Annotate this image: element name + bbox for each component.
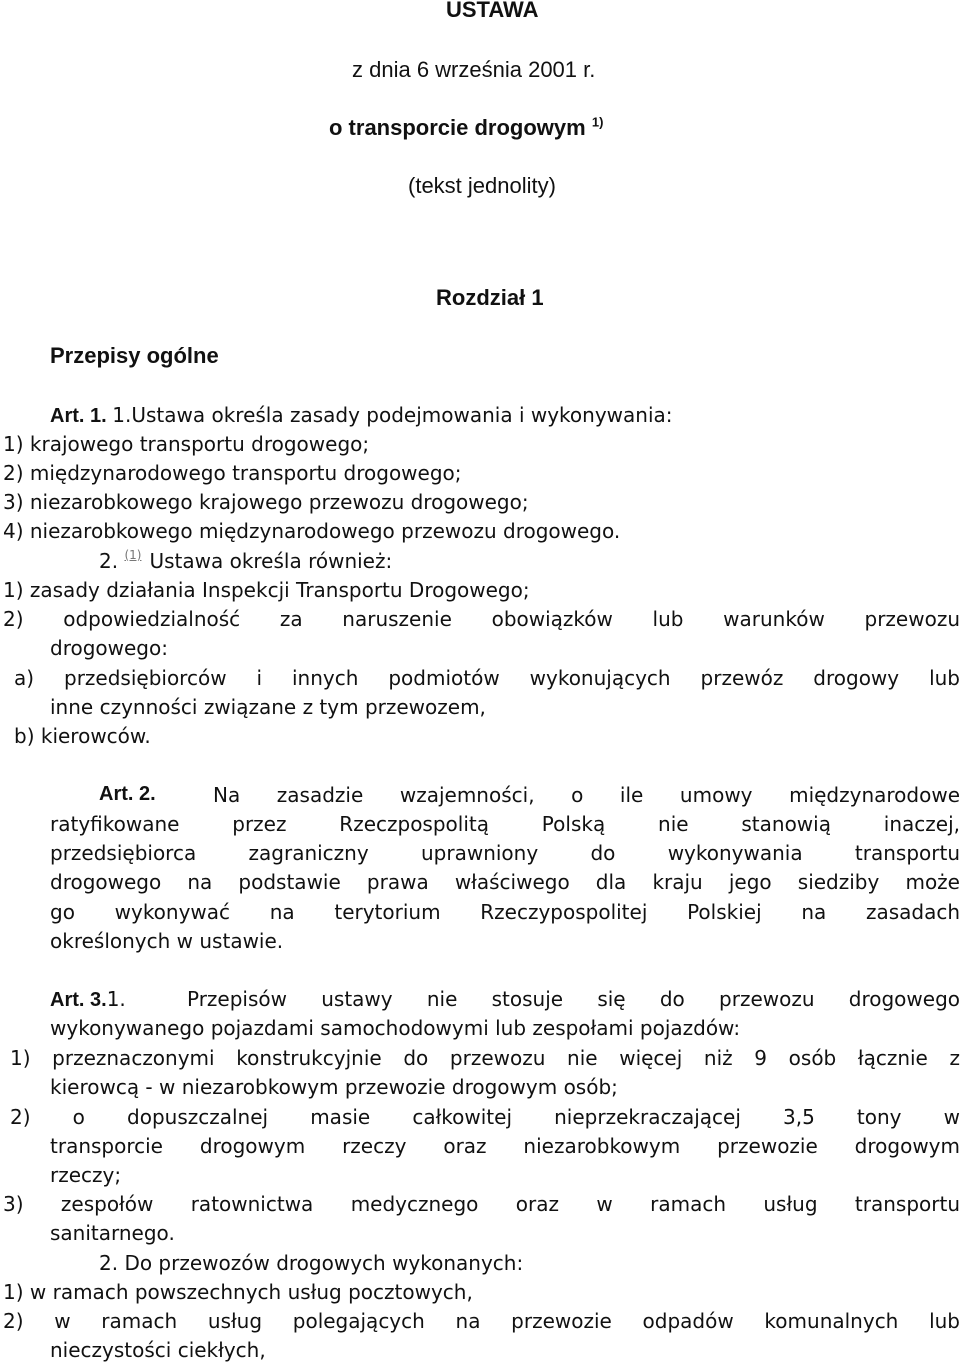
paragraph-line: ratyfikowane przez Rzeczpospolitą Polską nie stanowią inaczej, (50, 812, 960, 836)
list-item-continuation: drogowego: (50, 636, 168, 660)
list-item: 1) w ramach powszechnych usług pocztowych, (3, 1280, 473, 1304)
paragraph-line: przedsiębiorca zagraniczny uprawniony do wykonywania transportu (50, 841, 960, 865)
list-item: 1) krajowego transportu drogowego; (3, 432, 370, 456)
list-item: 1) zasady działania Inspekcji Transportu Drogowego; (3, 578, 530, 602)
list-item: 1) przeznaczonymi konstrukcyjnie do przewozu nie więcej niż 9 osób łącznie z (10, 1046, 960, 1070)
list-item: 2) międzynarodowego transportu drogowego; (3, 461, 462, 485)
list-item-continuation: rzeczy; (50, 1163, 122, 1187)
subject-text: o transporcie drogowym (329, 115, 586, 140)
list-item-continuation: sanitarnego. (50, 1221, 175, 1245)
art2-heading: Art. 2. (99, 783, 156, 805)
document-variant: (tekst jednolity) (408, 173, 556, 198)
list-item: 2) odpowiedzialność za naruszenie obowiązków lub warunków przewozu (3, 607, 960, 631)
paragraph-line: określonych w ustawie. (50, 929, 284, 953)
art1-heading: Art. 1. (50, 405, 113, 427)
list-item-continuation: kierowcą - w niezarobkowym przewozie drogowym osób; (50, 1075, 618, 1099)
subject-footnote-marker: 1) (591, 114, 604, 130)
art1-p1-number: 1. (112, 403, 132, 427)
art1-p2-number: 2. (99, 549, 119, 573)
paragraph-line: Przepisów ustawy nie stosuje się do przewozu drogowego (187, 987, 960, 1011)
list-item: a) przedsiębiorców i innych podmiotów wykonujących przewóz drogowy lub (14, 666, 960, 690)
art1-p2-intro: Ustawa określa również: (149, 549, 393, 573)
art1-heading-line (50, 403, 673, 428)
paragraph-line: Na zasadzie wzajemności, o ile umowy międzynarodowe (213, 783, 960, 807)
art3-heading: Art. 3. (50, 989, 107, 1011)
document-title: USTAWA (446, 0, 539, 22)
document-subject (329, 115, 603, 141)
list-item-continuation: transporcie drogowym rzeczy oraz niezarobkowym przewozie drogowym (50, 1134, 960, 1158)
footnote-link[interactable]: (1) (124, 548, 142, 562)
list-item-continuation: nieczystości ciekłych, (50, 1338, 266, 1362)
art3-p2: 2. Do przewozów drogowych wykonanych: (99, 1251, 524, 1275)
art3-p1-number: 1. (106, 987, 126, 1011)
list-item-continuation: inne czynności związane z tym przewozem, (50, 695, 486, 719)
list-item: b) kierowców. (14, 724, 151, 748)
list-item: 2) o dopuszczalnej masie całkowitej nieprzekraczającej 3,5 tony w (10, 1105, 960, 1129)
list-item: 4) niezarobkowego międzynarodowego przewozu drogowego. (3, 519, 621, 543)
list-item: 3) niezarobkowego krajowego przewozu drogowego; (3, 490, 529, 514)
document-date: z dnia 6 września 2001 r. (352, 57, 596, 82)
chapter-title: Przepisy ogólne (50, 343, 219, 368)
paragraph-line: drogowego na podstawie prawa właściwego dla kraju jego siedziby może (50, 870, 960, 894)
chapter-label: Rozdział 1 (436, 285, 544, 310)
list-item: 2) w ramach usług polegających na przewozie odpadów komunalnych lub (3, 1309, 960, 1333)
art1-p1-intro: Ustawa określa zasady podejmowania i wykonywania: (131, 403, 673, 427)
art3-heading-line (50, 987, 126, 1012)
paragraph-line: go wykonywać na terytorium Rzeczypospolitej Polskiej na zasadach (50, 900, 960, 924)
list-item: 3) zespołów ratownictwa medycznego oraz w ramach usług transportu (3, 1192, 960, 1216)
paragraph-line: wykonywanego pojazdami samochodowymi lub zespołami pojazdów: (50, 1016, 741, 1040)
art1-p2-line (99, 549, 392, 573)
